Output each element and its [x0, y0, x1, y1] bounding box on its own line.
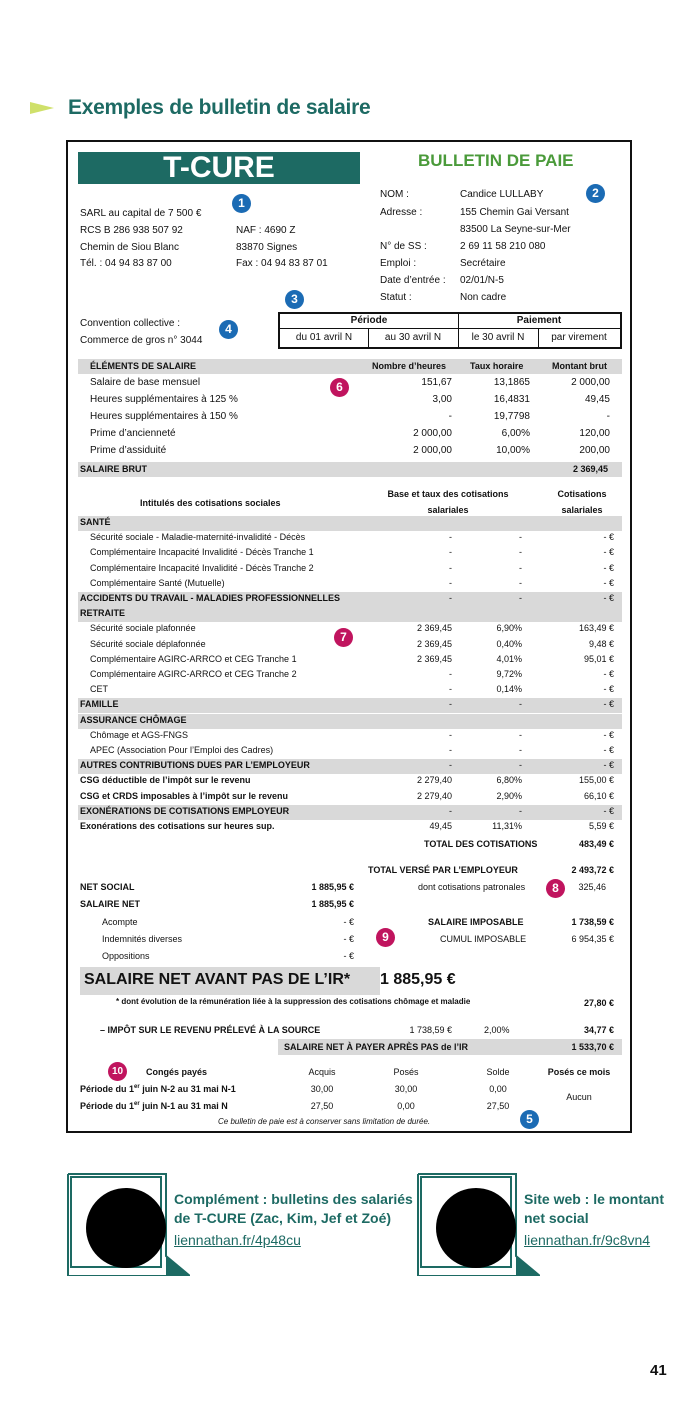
- header-cot-1: Cotisations: [557, 489, 607, 499]
- cotisation-montant: - €: [603, 729, 614, 740]
- cotisation-label: FAMILLE: [80, 699, 119, 710]
- cotisation-base: -: [449, 532, 452, 543]
- conges-row1-label: Période du 1er juin N-2 au 31 mai N-1: [80, 1084, 236, 1094]
- convention-value: Commerce de gros n° 3044: [80, 335, 203, 346]
- cotisation-base: -: [449, 729, 452, 740]
- salary-row-hours: 2 000,00: [413, 445, 452, 456]
- header-taux: Taux horaire: [470, 361, 524, 371]
- net-payer-label: SALAIRE NET À PAYER APRÈS PAS de l’IR: [284, 1042, 469, 1052]
- adresse-label: Adresse :: [380, 207, 423, 218]
- conges-poses-header: Posés: [393, 1067, 419, 1077]
- company-address: Chemin de Siou Blanc: [80, 242, 179, 253]
- cotisation-label: SANTÉ: [80, 517, 111, 527]
- impot-taux: 2,00%: [484, 1025, 510, 1035]
- paiement-mode: par virement: [551, 332, 607, 343]
- conges-solde-header: Solde: [486, 1067, 510, 1077]
- cotisation-montant: 95,01 €: [583, 653, 614, 664]
- card-line2: net social: [524, 1210, 589, 1226]
- cotisation-montant: 9,48 €: [588, 638, 614, 649]
- marker-5: 5: [520, 1110, 539, 1129]
- page-number: 41: [650, 1362, 667, 1379]
- salary-row-hours: 3,00: [432, 394, 452, 405]
- conges-title: Congés payés: [146, 1067, 208, 1077]
- cotisation-base: -: [449, 669, 452, 679]
- section-title: Exemples de bulletin de salaire: [68, 96, 371, 119]
- salary-row-label: Heures supplémentaires à 150 %: [90, 411, 238, 422]
- cotisation-montant: - €: [603, 547, 614, 558]
- cotisation-taux: -: [519, 699, 522, 710]
- salary-row-amount: 200,00: [579, 445, 610, 456]
- cotisation-montant: 5,59 €: [588, 821, 614, 831]
- oppositions-label: Oppositions: [102, 951, 150, 961]
- cotisation-taux: -: [519, 760, 522, 771]
- marker-6: 6: [330, 378, 349, 397]
- salaire-net-label: SALAIRE NET: [80, 899, 141, 909]
- conges-r1-solde: 0,00: [489, 1084, 507, 1094]
- cotisation-label: Complémentaire Incapacité Invalidité - Décès Tranche 2: [90, 562, 314, 573]
- conges-row2-label: Période du 1er juin N-1 au 31 mai N: [80, 1101, 228, 1111]
- evolution-value: 27,80 €: [583, 998, 614, 1008]
- cotisation-montant: - €: [603, 532, 614, 543]
- company-capital: SARL au capital de 7 500 €: [80, 208, 202, 219]
- patronales-value: 325,46: [578, 882, 606, 892]
- salary-row-rate: 13,1865: [493, 377, 530, 388]
- marker-2: 2: [586, 184, 605, 203]
- cotisation-label: ASSURANCE CHÔMAGE: [80, 714, 187, 725]
- cotisation-montant: - €: [603, 562, 614, 573]
- card-text: [174, 1190, 413, 1248]
- cotisation-label: Complémentaire Santé (Mutuelle): [90, 577, 225, 588]
- cotisation-base: -: [449, 684, 452, 695]
- cotisation-montant: - €: [603, 593, 614, 603]
- card-site-web[interactable]: [416, 1172, 665, 1276]
- card-line2: de T-CURE (Zac, Kim, Jef et Zoé): [174, 1210, 392, 1226]
- header-montant: Montant brut: [552, 361, 607, 371]
- evolution-label: * dont évolution de la rémunération liée à la suppression des cotisations chômage et maladie: [116, 997, 471, 1006]
- cotisation-label: Complémentaire AGIRC-ARRCO et CEG Tranche 1: [90, 653, 297, 664]
- cotisation-taux: 9,72%: [496, 669, 522, 679]
- indemnites-label: Indemnités diverses: [102, 934, 183, 944]
- salary-row-amount: 120,00: [579, 428, 610, 439]
- cotisation-base: -: [449, 593, 452, 603]
- periode-du: du 01 avril N: [295, 332, 353, 343]
- cotisation-taux: 6,90%: [496, 623, 522, 634]
- qr-code-icon[interactable]: [70, 1176, 162, 1268]
- salary-row-label: Prime d’ancienneté: [90, 428, 176, 439]
- cotisation-label: ACCIDENTS DU TRAVAIL - MALADIES PROFESSIONNELLES: [80, 593, 341, 603]
- emploi-value: Secrétaire: [460, 258, 506, 269]
- adresse-line2: 83500 La Seyne-sur-Mer: [460, 224, 571, 235]
- cotisation-band: [78, 607, 622, 622]
- salary-row-rate: 6,00%: [501, 428, 530, 439]
- periode-label: Période: [350, 315, 388, 326]
- header-heures: Nombre d’heures: [372, 361, 447, 371]
- cotisation-label: RETRAITE: [80, 608, 125, 619]
- cotisation-montant: - €: [603, 699, 614, 710]
- total-cot-label: TOTAL DES COTISATIONS: [424, 839, 538, 849]
- cotisation-base: 2 369,45: [416, 623, 452, 634]
- conges-r1-poses: 30,00: [394, 1084, 418, 1094]
- arrow-icon: [30, 100, 54, 116]
- salary-row-hours: -: [448, 411, 452, 422]
- ss-value: 2 69 11 58 210 080: [460, 241, 546, 252]
- card-link[interactable]: liennathan.fr/9c8vn4: [524, 1232, 651, 1248]
- cotisation-montant: 163,49 €: [578, 623, 614, 634]
- impot-value: 34,77 €: [583, 1025, 614, 1035]
- company-rcs: RCS B 286 938 507 92: [80, 225, 183, 236]
- period-table: [278, 312, 622, 349]
- salary-row-hours: 2 000,00: [413, 428, 452, 439]
- cotisation-taux: -: [519, 532, 522, 543]
- marker-4: 4: [219, 320, 238, 339]
- cotisation-label: Complémentaire Incapacité Invalidité - Décès Tranche 1: [90, 547, 314, 558]
- periode-au: au 30 avril N: [384, 332, 442, 343]
- cotisation-taux: -: [519, 805, 522, 816]
- emploi-label: Emploi :: [380, 258, 417, 269]
- entree-value: 02/01/N-5: [460, 275, 504, 286]
- cotisation-label: AUTRES CONTRIBUTIONS DUES PAR L’EMPLOYEUR: [80, 760, 310, 771]
- header-base-1: Base et taux des cotisations: [387, 489, 509, 499]
- impot-base: 1 738,59 €: [409, 1025, 452, 1035]
- card-line1: Site web : le montant: [524, 1191, 665, 1207]
- cotisation-label: CSG et CRDS imposables à l’impôt sur le revenu: [80, 790, 289, 801]
- cotisation-band: [78, 516, 622, 531]
- cotisation-montant: 66,10 €: [583, 790, 614, 801]
- card-text: [524, 1190, 664, 1248]
- cotisation-base: 2 279,40: [416, 775, 452, 786]
- salaire-brut-label: SALAIRE BRUT: [80, 464, 147, 474]
- marker-10: 10: [108, 1062, 127, 1081]
- cotisation-label: CSG déductible de l’impôt sur le revenu: [80, 775, 251, 786]
- marker-8: 8: [546, 879, 565, 898]
- statut-value: Non cadre: [460, 292, 507, 303]
- salary-row-amount: 2 000,00: [571, 377, 610, 388]
- cumul-label: CUMUL IMPOSABLE: [440, 934, 527, 944]
- ss-label: N° de SS :: [380, 241, 427, 252]
- nom-label: NOM :: [380, 189, 409, 200]
- oppositions-value: - €: [343, 951, 354, 961]
- cotisation-label: Complémentaire AGIRC-ARRCO et CEG Tranche 2: [90, 669, 297, 679]
- paiement-date: le 30 avril N: [471, 332, 525, 343]
- conges-r2-acquis: 27,50: [310, 1101, 334, 1111]
- cotisation-taux: 2,90%: [496, 790, 522, 801]
- conges-acquis-header: Acquis: [308, 1067, 336, 1077]
- card-link[interactable]: liennathan.fr/4p48cu: [174, 1232, 301, 1248]
- cotisation-montant: - €: [603, 745, 614, 755]
- cotisation-taux: 11,31%: [492, 821, 522, 831]
- salary-row-label: Salaire de base mensuel: [90, 377, 201, 388]
- cotisation-label: CET: [90, 684, 108, 695]
- net-payer-value: 1 533,70 €: [571, 1042, 614, 1052]
- cotisation-taux: -: [519, 547, 522, 558]
- salary-row-rate: 19,7798: [493, 411, 530, 422]
- footnote: Ce bulletin de paie est à conserver sans limitation de durée.: [218, 1117, 431, 1126]
- section-header: [30, 96, 370, 120]
- cotisation-base: -: [449, 699, 452, 710]
- cotisation-montant: - €: [603, 669, 614, 679]
- cotisation-taux: 0,40%: [496, 638, 522, 649]
- header-elements: ÉLÉMENTS DE SALAIRE: [90, 361, 197, 371]
- cumul-value: 6 954,35 €: [571, 934, 614, 944]
- salary-row-hours: 151,67: [421, 377, 452, 388]
- header-intitules: Intitulés des cotisations sociales: [140, 498, 281, 508]
- net-social-label: NET SOCIAL: [80, 882, 135, 892]
- total-cot-value: 483,49 €: [578, 839, 614, 849]
- cotisation-base: -: [449, 745, 452, 755]
- cotisation-base: -: [449, 577, 452, 588]
- salaire-net-value: 1 885,95 €: [311, 899, 354, 909]
- marker-7: 7: [334, 628, 353, 647]
- cotisation-taux: -: [519, 562, 522, 573]
- cotisation-taux: 0,14%: [496, 684, 522, 695]
- company-logo: T-CURE: [78, 152, 360, 184]
- acompte-value: - €: [343, 917, 354, 927]
- cotisation-montant: - €: [603, 684, 614, 695]
- payslip-title: BULLETIN DE PAIE: [418, 151, 574, 170]
- salary-row-rate: 10,00%: [496, 445, 530, 456]
- payslip: [66, 140, 632, 1133]
- cotisation-base: -: [449, 805, 452, 816]
- cotisation-label: Exonérations des cotisations sur heures sup.: [80, 821, 275, 831]
- cotisation-base: 2 369,45: [416, 653, 452, 664]
- cotisation-taux: -: [519, 729, 522, 740]
- cotisation-taux: 6,80%: [496, 775, 522, 786]
- cotisation-label: APEC (Association Pour l’Emploi des Cadres): [90, 745, 274, 755]
- net-avant-value: 1 885,95 €: [380, 971, 456, 988]
- salary-row-amount: -: [606, 411, 610, 422]
- card-line1: Complément : bulletins des salariés: [174, 1191, 413, 1207]
- indemnites-value: - €: [343, 934, 354, 944]
- imposable-value: 1 738,59 €: [571, 917, 614, 927]
- nom-value: Candice LULLABY: [460, 189, 544, 200]
- header-base-2: salariales: [427, 505, 469, 515]
- cotisation-montant: - €: [603, 805, 614, 816]
- patronales-label: dont cotisations patronales: [418, 882, 526, 892]
- qr-code-icon[interactable]: [420, 1176, 512, 1268]
- cotisation-base: -: [449, 547, 452, 558]
- cotisation-taux: 4,01%: [496, 653, 522, 664]
- salary-row-rate: 16,4831: [493, 394, 530, 405]
- cotisation-base: -: [449, 562, 452, 573]
- cotisation-label: Sécurité sociale plafonnée: [90, 623, 196, 634]
- company-city: 83870 Signes: [236, 242, 298, 253]
- company-tel: Tél. : 04 94 83 87 00: [80, 258, 172, 269]
- salary-row-label: Prime d’assiduité: [90, 445, 167, 456]
- impot-label: – IMPÔT SUR LE REVENU PRÉLEVÉ À LA SOURCE: [100, 1025, 321, 1035]
- net-social-value: 1 885,95 €: [311, 882, 354, 892]
- cotisation-taux: -: [519, 745, 522, 755]
- acompte-label: Acompte: [102, 917, 138, 927]
- imposable-label: SALAIRE IMPOSABLE: [428, 917, 524, 927]
- company-fax: Fax : 04 94 83 87 01: [236, 258, 328, 269]
- salaire-brut-value: 2 369,45: [572, 464, 608, 474]
- total-emp-value: 2 493,72 €: [571, 865, 614, 875]
- statut-label: Statut :: [380, 292, 412, 303]
- marker-9: 9: [376, 928, 395, 947]
- cotisation-base: 2 279,40: [416, 790, 452, 801]
- marker-3: 3: [285, 290, 304, 309]
- cotisation-label: EXONÉRATIONS DE COTISATIONS EMPLOYEUR: [80, 805, 290, 816]
- convention-label: Convention collective :: [80, 318, 181, 329]
- net-avant-label: SALAIRE NET AVANT PAS DE L’IR*: [84, 971, 351, 988]
- paiement-label: Paiement: [516, 315, 562, 326]
- cotisation-taux: -: [519, 577, 522, 588]
- cotisation-taux: -: [519, 593, 522, 603]
- cotisation-montant: 155,00 €: [578, 775, 614, 786]
- salary-row-amount: 49,45: [584, 394, 610, 405]
- salary-row-label: Heures supplémentaires à 125 %: [90, 394, 238, 405]
- cotisation-base: -: [449, 760, 452, 771]
- cotisation-base: 49,45: [429, 821, 452, 831]
- conges-r2-solde: 27,50: [486, 1101, 510, 1111]
- header-cot-2: salariales: [561, 505, 603, 515]
- company-naf: NAF : 4690 Z: [236, 225, 296, 236]
- cotisation-base: 2 369,45: [416, 638, 452, 649]
- conges-r2-poses: 0,00: [397, 1101, 415, 1111]
- cotisation-montant: - €: [603, 577, 614, 588]
- conges-r1-acquis: 30,00: [310, 1084, 334, 1094]
- entree-label: Date d’entrée :: [380, 275, 446, 286]
- conges-aucun: Aucun: [566, 1092, 592, 1102]
- conges-ce-mois-header: Posés ce mois: [547, 1067, 611, 1077]
- marker-1: 1: [232, 194, 251, 213]
- card-bulletins[interactable]: [66, 1172, 413, 1276]
- cotisation-montant: - €: [603, 760, 614, 771]
- adresse-line1: 155 Chemin Gai Versant: [460, 207, 569, 218]
- cotisation-label: Sécurité sociale - Maladie-maternité-invalidité - Décès: [90, 532, 306, 543]
- cotisation-label: Sécurité sociale déplafonnée: [90, 638, 206, 649]
- cotisation-label: Chômage et AGS-FNGS: [90, 729, 189, 740]
- total-emp-label: TOTAL VERSÉ PAR L’EMPLOYEUR: [368, 865, 518, 875]
